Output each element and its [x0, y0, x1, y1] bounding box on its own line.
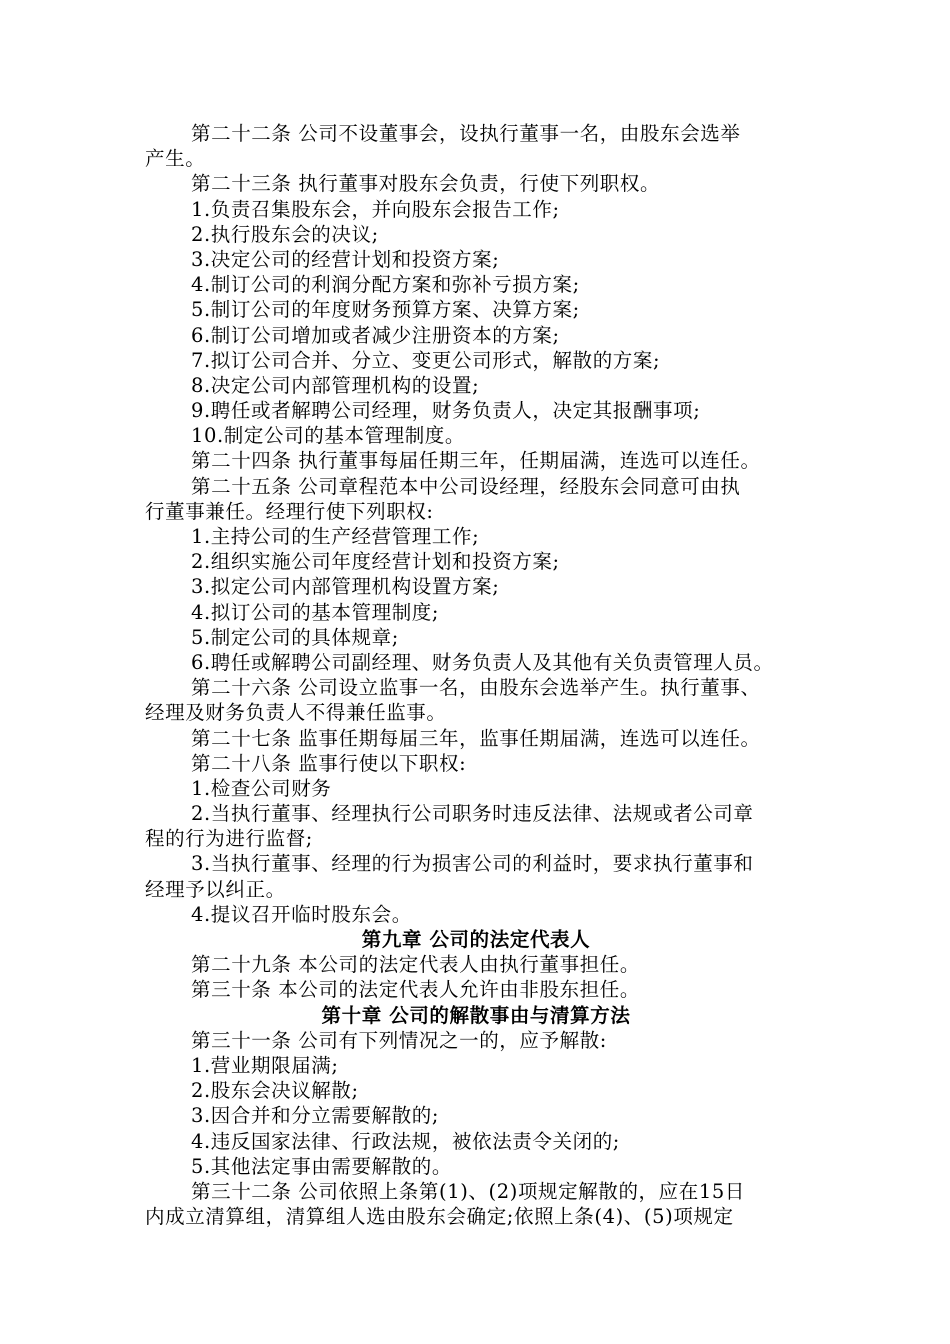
list-item: 1.负责召集股东会，并向股东会报告工作; [191, 197, 560, 221]
list-item: 1.检查公司财务 [191, 776, 332, 800]
list-item: 3.决定公司的经营计划和投资方案; [191, 247, 500, 271]
article-32-line-1: 第三十二条 公司依照上条第(1)、(2)项规定解散的，应在15日 [191, 1179, 745, 1203]
list-item: 6.制订公司增加或者减少注册资本的方案; [191, 323, 560, 347]
list-item: 2.当执行董事、经理执行公司职务时违反法律、法规或者公司章 [191, 802, 754, 826]
article-29: 第二十九条 本公司的法定代表人由执行董事担任。 [191, 953, 640, 977]
chapter-9-heading: 第九章 公司的法定代表人 [361, 928, 591, 951]
list-item: 1.营业期限届满; [191, 1053, 339, 1077]
list-item: 3.拟定公司内部管理机构设置方案; [191, 575, 500, 599]
article-32-line-2: 内成立清算组，清算组人选由股东会确定;依照上条(4)、(5)项规定 [145, 1205, 734, 1229]
list-item: 5.制订公司的年度财务预算方案、决算方案; [191, 298, 580, 322]
article-26-line-2: 经理及财务负责人不得兼任监事。 [145, 701, 447, 725]
list-item: 7.拟订公司合并、分立、变更公司形式，解散的方案; [191, 348, 661, 372]
list-item: 5.其他法定事由需要解散的。 [191, 1154, 453, 1178]
article-28: 第二十八条 监事行使以下职权: [191, 751, 467, 775]
list-item-continuation: 程的行为进行监督; [145, 827, 313, 851]
list-item: 5.制定公司的具体规章; [191, 625, 399, 649]
chapter-10-heading: 第十章 公司的解散事由与清算方法 [321, 1003, 631, 1027]
list-item: 4.制订公司的利润分配方案和弥补亏损方案; [191, 273, 580, 297]
article-23: 第二十三条 执行董事对股东会负责，行使下列职权。 [191, 172, 661, 196]
list-item: 6.聘任或解聘公司副经理、财务负责人及其他有关负责管理人员。 [191, 650, 774, 674]
article-22-line-2: 产生。 [145, 147, 206, 171]
list-item: 2.组织实施公司年度经营计划和投资方案; [191, 550, 560, 574]
list-item: 4.违反国家法律、行政法规，被依法责令关闭的; [191, 1129, 620, 1153]
list-item: 1.主持公司的生产经营管理工作; [191, 525, 480, 548]
article-30: 第三十条 本公司的法定代表人允许由非股东担任。 [191, 978, 640, 1002]
list-item: 4.提议召开临时股东会。 [191, 902, 412, 926]
article-24: 第二十四条 执行董事每届任期三年，任期届满，连选可以连任。 [191, 449, 761, 473]
article-25-line-1: 第二十五条 公司章程范本中公司设经理，经股东会同意可由执 [191, 474, 741, 498]
article-25-line-2: 行董事兼任。经理行使下列职权: [145, 499, 434, 523]
article-27: 第二十七条 监事任期每届三年，监事任期届满，连选可以连任。 [191, 726, 761, 750]
document-page [145, 121, 807, 1229]
list-item: 3.当执行董事、经理的行为损害公司的利益时，要求执行董事和 [191, 852, 754, 876]
article-31: 第三十一条 公司有下列情况之一的，应予解散: [191, 1028, 607, 1052]
article-22-line-1: 第二十二条 公司不设董事会，设执行董事一名，由股东会选举 [191, 122, 741, 145]
list-item: 3.因合并和分立需要解散的; [191, 1104, 440, 1128]
list-item: 2.执行股东会的决议; [191, 222, 379, 246]
list-item: 8.决定公司内部管理机构的设置; [191, 373, 480, 397]
list-item: 2.股东会决议解散; [191, 1079, 359, 1103]
list-item: 9.聘任或者解聘公司经理，财务负责人，决定其报酬事项; [191, 399, 701, 423]
list-item: 10.制定公司的基本管理制度。 [191, 424, 466, 448]
article-26-line-1: 第二十六条 公司设立监事一名，由股东会选举产生。执行董事、 [191, 676, 761, 700]
list-item-continuation: 经理予以纠正。 [145, 877, 286, 901]
list-item: 4.拟订公司的基本管理制度; [191, 600, 440, 624]
